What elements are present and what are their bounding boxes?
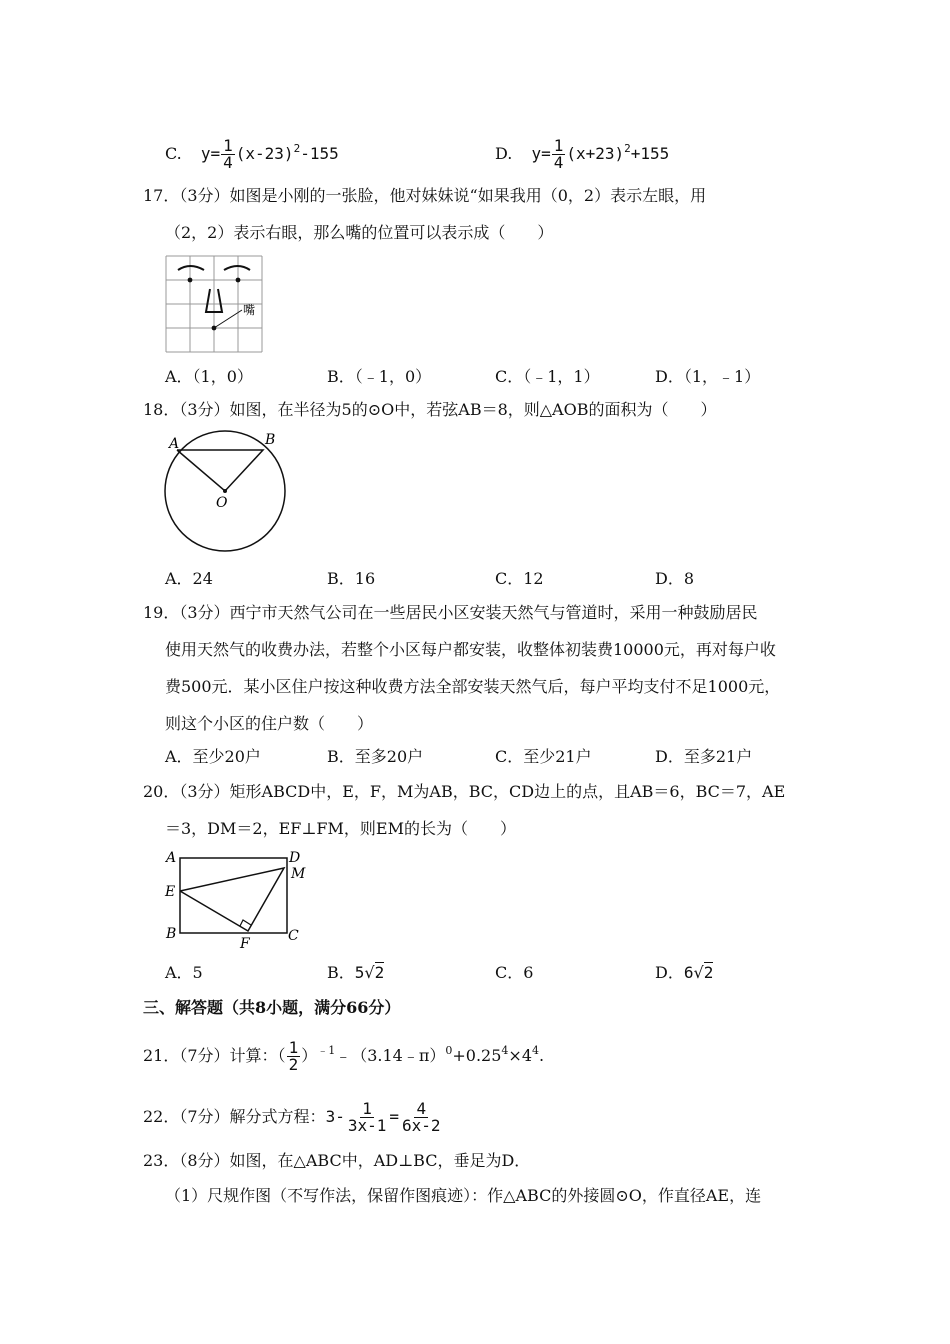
q17-option-b: B．（﹣1，0） <box>327 367 432 386</box>
q17-option-c: C．（﹣1，1） <box>495 367 600 386</box>
q21-line: 21．（7分）计算：（ $\frac{1}{2}$ ）$^{﹣1}﹣(3.14﹣\pi)^0+0.25^4\times 4^4$. <box>143 1038 545 1074</box>
q18-circle-figure <box>160 428 295 556</box>
q18-line1: 18．（3分）如图，在半径为5的⊙O中，若弦AB＝8，则△AOB的面积为（ ） <box>143 400 717 419</box>
q18-option-b: B．16 <box>327 569 376 588</box>
q16-option-d: D. y= $\frac{1}{4}$ $(x+23)^2+155$ <box>495 136 670 172</box>
q16-c-formula: y= $\frac{1}{4}$ $(x-23)^2-155$ <box>200 136 339 172</box>
triangle-efm <box>180 868 284 931</box>
q17-face-grid-figure <box>166 256 264 353</box>
q16-d-formula: y= $\frac{1}{4}$ $(x+23)^2+155$ <box>531 136 670 172</box>
q23-number: 23． <box>143 1151 180 1170</box>
q21-number: 21． <box>143 1046 180 1065</box>
q20-option-a: A．5 <box>165 963 203 982</box>
label-b: B <box>166 926 177 942</box>
triangle-aob <box>177 450 263 491</box>
mouth-label: 嘴 <box>243 303 256 317</box>
section-3-title: 三、解答题（共8小题，满分66分） <box>143 998 401 1017</box>
q20-line2: ＝3，DM＝2，EF⊥FM，则EM的长为（ ） <box>165 819 516 838</box>
q18-number: 18． <box>143 400 180 419</box>
q22-number: 22． <box>143 1107 180 1126</box>
q19-option-a: A．至少20户 <box>165 747 261 766</box>
q20-line1: 20．（3分）矩形ABCD中，E，F，M为AB，BC，CD边上的点，且AB＝6，BC＝7，AE <box>143 782 786 801</box>
q18-option-a: A．24 <box>165 569 213 588</box>
q19-option-c: C．至少21户 <box>495 747 592 766</box>
left-eye-dot <box>188 278 193 283</box>
sqrt-icon: √ <box>693 963 704 982</box>
q20-rectangle-figure <box>160 845 320 955</box>
center-o-dot <box>223 489 227 493</box>
right-eyebrow <box>224 266 250 270</box>
sqrt-icon: √ <box>364 963 375 982</box>
q19-number: 19． <box>143 603 180 622</box>
label-a: A <box>169 436 180 452</box>
q18-option-c: C．12 <box>495 569 544 588</box>
label-e: E <box>165 884 176 900</box>
right-angle-mark <box>240 920 251 926</box>
q19-line4: 则这个小区的住户数（ ） <box>165 714 374 733</box>
left-eyebrow <box>178 266 204 270</box>
q19-option-d: D．至多21户 <box>655 747 753 766</box>
q16-option-c: C. y= $\frac{1}{4}$ $(x-23)^2-155$ <box>165 136 339 172</box>
right-eye-dot <box>236 278 241 283</box>
label-b: B <box>265 432 276 448</box>
q17-option-a: A．（1，0） <box>165 367 253 386</box>
q23-line2: （1）尺规作图（不写作法，保留作图痕迹）：作△ABC的外接圆⊙O，作直径AE，连 <box>165 1186 762 1205</box>
q20-option-b: B．5√2 <box>327 963 385 982</box>
q19-line1: 19．（3分）西宁市天然气公司在一些居民小区安装天然气与管道时，采用一种鼓励居民 <box>143 603 758 622</box>
label-o: O <box>216 495 228 511</box>
q18-option-d: D．8 <box>655 569 695 588</box>
q19-line2: 使用天然气的收费办法，若整个小区每户都安装，收整体初装费10000元，再对每户收 <box>165 640 776 659</box>
q20-option-d: D．6√2 <box>655 963 714 982</box>
q17-option-d: D．（1，﹣1） <box>655 367 761 386</box>
q19-option-b: B．至多20户 <box>327 747 424 766</box>
q17-line2: （2，2）表示右眼，那么嘴的位置可以表示成（ ） <box>165 223 554 242</box>
label-d: D <box>289 850 301 866</box>
label-f: F <box>240 936 250 952</box>
label-c: C <box>288 928 299 944</box>
q17-number: 17． <box>143 186 180 205</box>
q20-option-c: C．6 <box>495 963 534 982</box>
label-m: M <box>291 866 306 882</box>
label-a: A <box>166 850 177 866</box>
q17-line1: 17．（3分）如图是小刚的一张脸，他对妹妹说“如果我用（0，2）表示左眼，用 <box>143 186 707 205</box>
q22-line: 22．（7分）解分式方程：3- $\frac{1}{3x-1}$ = $\frac{4}{6x-2}$ <box>143 1099 441 1135</box>
q20-number: 20． <box>143 782 180 801</box>
q19-line3: 费500元．某小区住户按这种收费方法全部安装天然气后，每户平均支付不足1000元， <box>165 677 781 696</box>
q23-line1: 23．（8分）如图，在△ABC中，AD⊥BC，垂足为D． <box>143 1151 531 1170</box>
